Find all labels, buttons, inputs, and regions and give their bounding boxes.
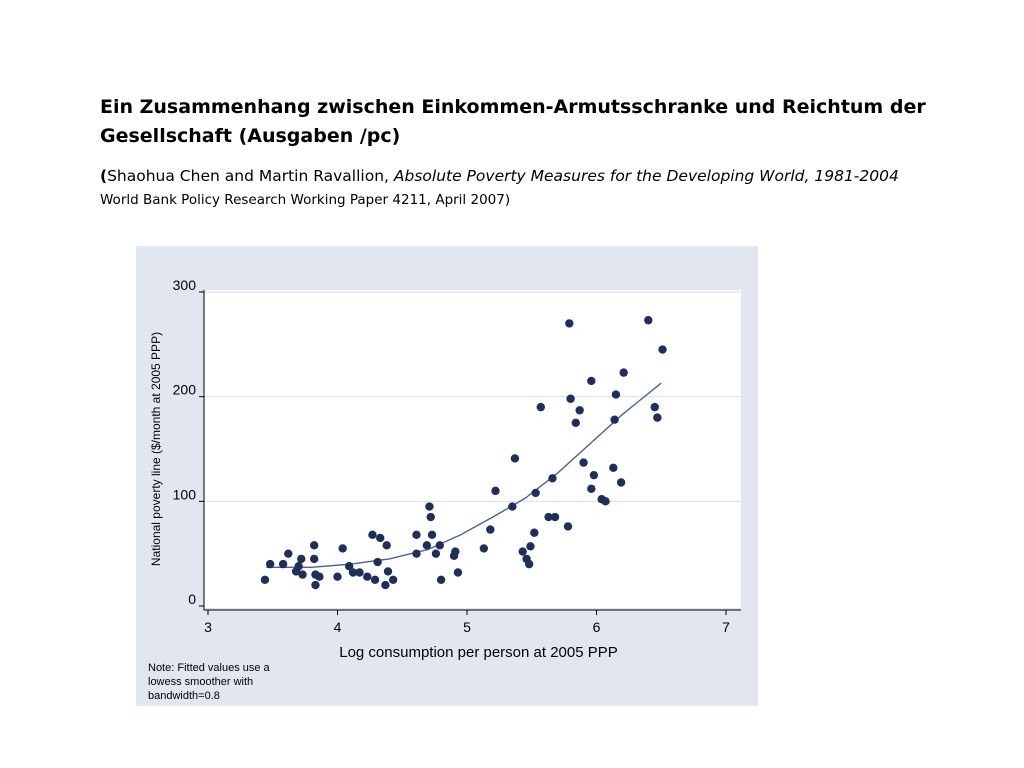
data-point [575, 406, 583, 414]
data-point [428, 531, 436, 539]
data-point [315, 572, 323, 580]
data-point [436, 541, 444, 549]
data-point [437, 576, 445, 584]
x-axis-label: Log consumption per person at 2005 PPP [339, 644, 618, 661]
data-point [525, 560, 533, 568]
data-point [653, 413, 661, 421]
data-point [610, 415, 618, 423]
x-tick-label: 7 [722, 619, 730, 635]
data-point [566, 395, 574, 403]
data-point [480, 544, 488, 552]
data-point [412, 549, 420, 557]
data-point [526, 542, 534, 550]
data-point [619, 368, 627, 376]
data-point [384, 567, 392, 575]
x-tick-label: 6 [592, 619, 601, 635]
data-point [432, 549, 440, 557]
data-point [389, 576, 397, 584]
note-line: lowess smoother with [148, 676, 254, 688]
source-authors: Shaohua Chen and Martin Ravallion, [107, 167, 394, 185]
data-point [601, 497, 609, 505]
data-point [261, 576, 269, 584]
data-point [508, 502, 516, 510]
source-line-2: World Bank Policy Research Working Paper 4211, April 2007) [100, 192, 511, 208]
note-line: Note: Fitted values use a [148, 662, 270, 674]
data-point [381, 581, 389, 589]
y-tick-label: 0 [188, 591, 196, 607]
source-line-1 [100, 164, 980, 188]
data-point [333, 572, 341, 580]
y-axis-label: National poverty line ($/month at 2005 PPP) [149, 331, 163, 567]
data-point [454, 568, 462, 576]
data-point [511, 454, 519, 462]
data-point [298, 570, 306, 578]
data-point [486, 525, 494, 533]
x-tick-label: 5 [463, 619, 471, 635]
data-point [564, 522, 572, 530]
data-point [371, 576, 379, 584]
data-point [651, 403, 659, 411]
data-point [587, 377, 595, 385]
slide-title: Ein Zusammenhang zwischen Einkommen-Armutsschranke und Reichtum der Gesellschaft (Ausgaben /pc) [100, 96, 926, 147]
data-point [363, 572, 371, 580]
data-point [551, 513, 559, 521]
data-point [587, 485, 595, 493]
data-point [412, 531, 420, 539]
data-point [609, 464, 617, 472]
data-point [297, 555, 305, 563]
data-point [310, 555, 318, 563]
data-point [425, 502, 433, 510]
data-point [310, 541, 318, 549]
data-point [284, 549, 292, 557]
data-point [427, 513, 435, 521]
data-point [617, 478, 625, 486]
data-point [537, 403, 545, 411]
data-point [658, 345, 666, 353]
data-point [338, 544, 346, 552]
data-point [548, 474, 556, 482]
data-point [612, 390, 620, 398]
data-point [644, 316, 652, 324]
x-tick-label: 3 [204, 619, 212, 635]
y-tick-label: 100 [172, 486, 196, 503]
data-point [373, 558, 381, 566]
scatter-chart [136, 246, 758, 706]
data-point [383, 541, 391, 549]
note-line: bandwidth=0.8 [148, 690, 220, 702]
source-citation [100, 164, 980, 212]
data-point [572, 419, 580, 427]
source-work-title: Absolute Poverty Measures for the Developing World, 1981-2004 [393, 167, 899, 185]
data-point [530, 529, 538, 537]
data-point [368, 531, 376, 539]
data-point [294, 562, 302, 570]
data-point [266, 560, 274, 568]
data-point [579, 458, 587, 466]
data-point [491, 487, 499, 495]
source-open-paren: ( [100, 167, 108, 185]
data-point [531, 489, 539, 497]
data-point [355, 568, 363, 576]
y-tick-label: 300 [172, 277, 196, 293]
data-point [565, 319, 573, 327]
data-point [451, 547, 459, 555]
data-point [376, 534, 384, 542]
x-tick-label: 4 [333, 619, 342, 635]
data-point [311, 581, 319, 589]
y-tick-label: 200 [172, 381, 196, 398]
data-point [518, 547, 526, 555]
data-point [423, 541, 431, 549]
data-point [279, 560, 287, 568]
data-point [590, 471, 598, 479]
